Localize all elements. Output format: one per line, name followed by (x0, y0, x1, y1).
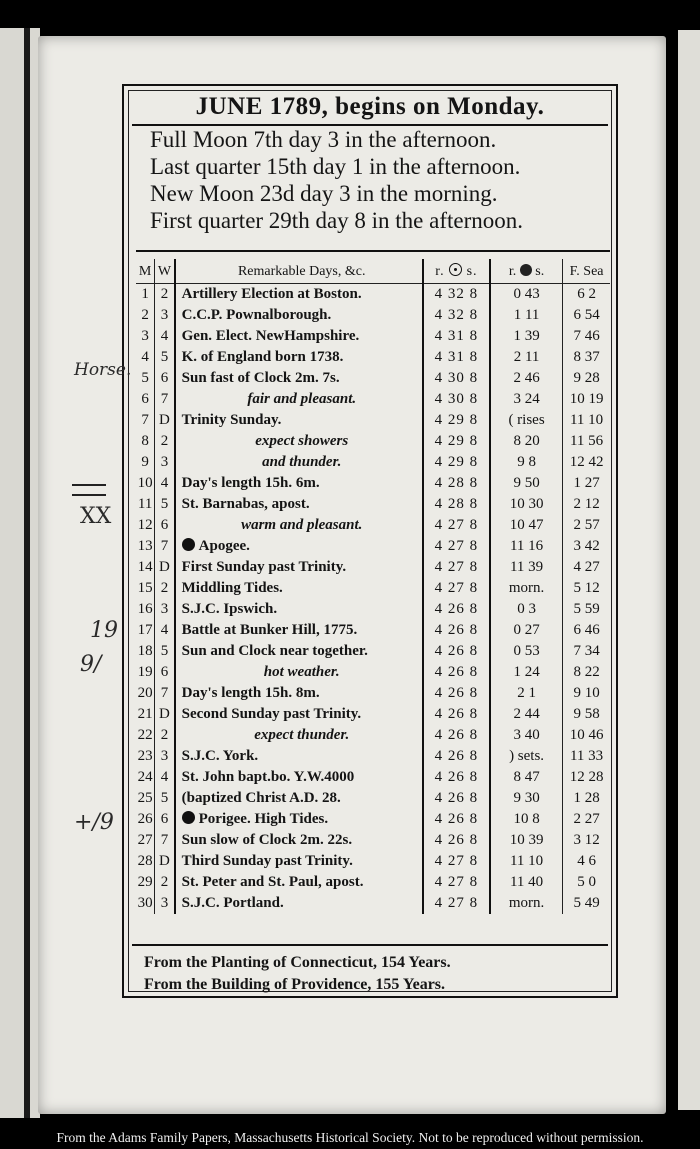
col-header-moon-s: s. (535, 263, 545, 279)
cell-day-of-week: D (155, 851, 175, 872)
cell-day-of-month: 3 (136, 326, 155, 347)
cell-full-sea: 5 49 (573, 895, 600, 911)
cell-day-of-month: 5 (136, 368, 155, 389)
cell-remarkable-day (175, 767, 423, 788)
cell-remarkable-day (175, 284, 423, 306)
cell-day-of-week: 3 (155, 452, 175, 473)
sun-icon (449, 263, 462, 276)
cell-day-of-month: 4 (136, 347, 155, 368)
cell-day-of-week: 3 (155, 305, 175, 326)
cell-day-of-month: 2 (136, 305, 155, 326)
cell-moon-times: 9 8 (490, 452, 563, 473)
cell-sun-times: 4 26 8 (423, 809, 490, 830)
cell-sun-times: 4 32 8 (423, 284, 490, 306)
col-header-moon (490, 259, 563, 284)
cell-day-of-month: 6 (136, 389, 155, 410)
cell-full-sea: 7 34 (573, 643, 600, 659)
table-header-row (136, 259, 610, 284)
cell-sun-times: 4 27 8 (423, 536, 490, 557)
cell-sun-times: 4 31 8 (423, 347, 490, 368)
margin-note-plus19: +/9 (74, 810, 114, 835)
cell-day-of-month: 13 (136, 536, 155, 557)
cell-full-sea: 8 37 (573, 349, 600, 365)
cell-moon-times: 0 3 (490, 599, 563, 620)
table-row (136, 683, 610, 704)
cell-day-of-week: D (155, 704, 175, 725)
cell-remarkable-day (175, 893, 423, 914)
remarkable-day-text: Trinity Sunday. (181, 412, 282, 428)
page-title: JUNE 1789, begins on Monday. (132, 90, 608, 126)
moon-phases (150, 126, 610, 234)
cell-day-of-week: 6 (155, 809, 175, 830)
cell-day-of-week: 6 (155, 515, 175, 536)
cell-moon-times: 2 44 (490, 704, 563, 725)
col-header-w: W (155, 259, 175, 284)
cell-day-of-month: 21 (136, 704, 155, 725)
cell-sun-times: 4 26 8 (423, 620, 490, 641)
table-row (136, 893, 610, 914)
table-row (136, 347, 610, 368)
cell-sun-times: 4 26 8 (423, 746, 490, 767)
remarkable-day-text: Third Sunday past Trinity. (181, 853, 353, 869)
remarkable-day-text: S.J.C. Portland. (181, 895, 284, 911)
cell-sun-times: 4 31 8 (423, 326, 490, 347)
cell-remarkable-day (175, 494, 423, 515)
cell-day-of-month: 30 (136, 893, 155, 914)
margin-note-xx: XX (80, 504, 112, 529)
remarkable-day-text: (baptized Christ A.D. 28. (181, 790, 341, 806)
table-row (136, 515, 610, 536)
cell-day-of-month: 7 (136, 410, 155, 431)
cell-full-sea: 6 46 (573, 622, 600, 638)
table-row (136, 599, 610, 620)
remarkable-day-text: Second Sunday past Trinity. (181, 706, 362, 722)
cell-sun-times: 4 29 8 (423, 410, 490, 431)
cell-day-of-week: 3 (155, 893, 175, 914)
cell-full-sea: 10 46 (569, 727, 604, 743)
cell-moon-times: 11 39 (490, 557, 563, 578)
cell-full-sea: 11 33 (569, 748, 604, 764)
cell-sun-times: 4 26 8 (423, 788, 490, 809)
cell-full-sea: 6 2 (577, 286, 596, 302)
cell-day-of-month: 15 (136, 578, 155, 599)
cell-day-of-week: 7 (155, 536, 175, 557)
remarkable-day-text: C.C.P. Pownalborough. (181, 307, 332, 323)
moon-dot-icon (182, 538, 195, 551)
cell-day-of-week: 4 (155, 620, 175, 641)
cell-remarkable-day (175, 641, 423, 662)
cell-day-of-month: 26 (136, 809, 155, 830)
cell-day-of-week: 2 (155, 431, 175, 452)
table-row (136, 557, 610, 578)
cell-moon-times: 11 16 (490, 536, 563, 557)
cell-day-of-week: 5 (155, 641, 175, 662)
phase-first-quarter: First quarter 29th day 8 in the afternoon. (150, 208, 524, 233)
cell-day-of-month: 25 (136, 788, 155, 809)
remarkable-day-text: Middling Tides. (181, 580, 283, 596)
cell-day-of-week: 2 (155, 872, 175, 893)
cell-remarkable-day (175, 473, 423, 494)
col-header-events (175, 259, 423, 284)
cell-remarkable-day (175, 599, 423, 620)
cell-sun-times: 4 32 8 (423, 305, 490, 326)
cell-remarkable-day (175, 326, 423, 347)
remarkable-day-text: St. Barnabas, apost. (181, 496, 310, 512)
cell-full-sea: 8 22 (573, 664, 600, 680)
table-row (136, 704, 610, 725)
table-row (136, 452, 610, 473)
cell-day-of-month: 9 (136, 452, 155, 473)
table-row (136, 767, 610, 788)
remarkable-day-text: expect thunder. (254, 727, 350, 743)
cell-full-sea: 7 46 (573, 328, 600, 344)
cell-day-of-month: 18 (136, 641, 155, 662)
remarkable-day-text: Battle at Bunker Hill, 1775. (181, 622, 358, 638)
cell-day-of-week: 2 (155, 284, 175, 306)
margin-double-line (72, 484, 106, 496)
cell-day-of-week: 7 (155, 389, 175, 410)
remarkable-day-text: Porigee. High Tides. (198, 811, 329, 827)
cell-remarkable-day (175, 305, 423, 326)
remarkable-day-text: S.J.C. Ipswich. (181, 601, 278, 617)
cell-moon-times: 1 11 (490, 305, 563, 326)
cell-remarkable-day (175, 704, 423, 725)
footer-notes (132, 944, 608, 996)
remarkable-day-text: expect showers (255, 433, 349, 449)
phase-full-moon: Full Moon 7th day 3 in the afternoon. (150, 127, 497, 152)
cell-full-sea: 6 54 (573, 307, 600, 323)
cell-full-sea: 12 42 (569, 454, 604, 470)
cell-sun-times: 4 28 8 (423, 494, 490, 515)
cell-day-of-week: 4 (155, 326, 175, 347)
cell-day-of-month: 16 (136, 599, 155, 620)
cell-moon-times: 2 46 (490, 368, 563, 389)
cell-moon-times: 10 39 (490, 830, 563, 851)
cell-remarkable-day (175, 725, 423, 746)
remarkable-day-text: warm and pleasant. (241, 517, 363, 533)
cell-sun-times: 4 26 8 (423, 767, 490, 788)
remarkable-day-text: Sun fast of Clock 2m. 7s. (181, 370, 340, 386)
cell-moon-times: 10 8 (490, 809, 563, 830)
table-row (136, 809, 610, 830)
cell-sun-times: 4 27 8 (423, 851, 490, 872)
remarkable-day-text: Artillery Election at Boston. (181, 286, 362, 302)
cell-full-sea: 5 0 (577, 874, 596, 890)
table-row (136, 662, 610, 683)
cell-day-of-month: 19 (136, 662, 155, 683)
cell-moon-times: 8 20 (490, 431, 563, 452)
table-row (136, 536, 610, 557)
cell-moon-times: morn. (490, 893, 563, 914)
cell-day-of-month: 12 (136, 515, 155, 536)
cell-full-sea: 4 6 (577, 853, 596, 869)
cell-full-sea: 9 58 (573, 706, 600, 722)
table-row (136, 620, 610, 641)
left-page-edge (0, 28, 40, 1118)
cell-full-sea: 1 27 (573, 475, 600, 491)
cell-remarkable-day (175, 536, 423, 557)
cell-day-of-month: 23 (136, 746, 155, 767)
remarkable-day-text: St. Peter and St. Paul, apost. (181, 874, 364, 890)
cell-full-sea: 2 27 (573, 811, 600, 827)
margin-note-19: 19 (90, 618, 118, 643)
cell-sun-times: 4 30 8 (423, 389, 490, 410)
cell-sun-times: 4 26 8 (423, 662, 490, 683)
table-row (136, 494, 610, 515)
col-header-sun-s: s. (466, 263, 478, 279)
cell-sun-times: 4 28 8 (423, 473, 490, 494)
remarkable-day-text: Gen. Elect. NewHampshire. (181, 328, 360, 344)
cell-day-of-week: 2 (155, 725, 175, 746)
cell-day-of-week: D (155, 410, 175, 431)
table-row (136, 431, 610, 452)
cell-full-sea: 3 42 (573, 538, 600, 554)
cell-moon-times: ) sets. (490, 746, 563, 767)
table-row (136, 872, 610, 893)
margin-note-horse: Horse. (74, 360, 132, 380)
cell-moon-times: 8 47 (490, 767, 563, 788)
cell-remarkable-day (175, 872, 423, 893)
cell-moon-times: 11 40 (490, 872, 563, 893)
cell-sun-times: 4 30 8 (423, 368, 490, 389)
cell-full-sea: 2 12 (573, 496, 600, 512)
cell-moon-times: 11 10 (490, 851, 563, 872)
cell-day-of-week: 7 (155, 830, 175, 851)
phase-divider (136, 250, 610, 252)
copyright-caption: From the Adams Family Papers, Massachusetts Historical Society. Not to be reproduced without permission. (56, 1130, 644, 1145)
cell-moon-times: 3 40 (490, 725, 563, 746)
remarkable-day-text: St. John bapt.bo. Y.W.4000 (181, 769, 355, 785)
cell-full-sea: 12 28 (569, 769, 604, 785)
cell-day-of-week: 5 (155, 347, 175, 368)
footer-line-providence: From the Building of Providence, 155 Years. (144, 976, 446, 993)
calendar-table (136, 259, 610, 914)
col-header-m: M (136, 259, 155, 284)
cell-moon-times: 2 11 (490, 347, 563, 368)
cell-full-sea: 5 12 (573, 580, 600, 596)
table-row (136, 368, 610, 389)
cell-day-of-week: 3 (155, 746, 175, 767)
cell-day-of-month: 24 (136, 767, 155, 788)
cell-remarkable-day (175, 809, 423, 830)
cell-full-sea: 11 10 (569, 412, 604, 428)
remarkable-day-text: Sun slow of Clock 2m. 22s. (181, 832, 353, 848)
cell-full-sea: 2 57 (573, 517, 600, 533)
cell-remarkable-day (175, 410, 423, 431)
cell-sun-times: 4 26 8 (423, 725, 490, 746)
footer-line-connecticut: From the Planting of Connecticut, 154 Years. (144, 954, 451, 971)
cell-remarkable-day (175, 851, 423, 872)
cell-remarkable-day (175, 557, 423, 578)
cell-moon-times: 10 30 (490, 494, 563, 515)
cell-moon-times: 1 39 (490, 326, 563, 347)
remarkable-day-text: K. of England born 1738. (181, 349, 344, 365)
margin-note-91: 9/ (80, 652, 102, 677)
cell-moon-times: 10 47 (490, 515, 563, 536)
cell-full-sea: 1 28 (573, 790, 600, 806)
table-row (136, 473, 610, 494)
table-row (136, 326, 610, 347)
cell-full-sea: 3 12 (573, 832, 600, 848)
cell-remarkable-day (175, 515, 423, 536)
cell-day-of-week: 6 (155, 368, 175, 389)
col-header-sun-r: r. (435, 263, 445, 279)
cell-day-of-month: 22 (136, 725, 155, 746)
right-page-edge (678, 30, 700, 1110)
cell-moon-times: 0 53 (490, 641, 563, 662)
cell-day-of-month: 10 (136, 473, 155, 494)
cell-day-of-week: 4 (155, 473, 175, 494)
col-header-sun (423, 259, 490, 284)
moon-icon (520, 264, 532, 276)
col-header-moon-r: r. (508, 263, 517, 279)
cell-day-of-month: 11 (136, 494, 155, 515)
cell-remarkable-day (175, 368, 423, 389)
cell-sun-times: 4 26 8 (423, 599, 490, 620)
cell-day-of-week: D (155, 557, 175, 578)
cell-day-of-month: 20 (136, 683, 155, 704)
cell-moon-times: morn. (490, 578, 563, 599)
cell-day-of-week: 6 (155, 662, 175, 683)
cell-remarkable-day (175, 746, 423, 767)
phase-new-moon: New Moon 23d day 3 in the morning. (150, 181, 498, 206)
cell-full-sea: 10 19 (569, 391, 604, 407)
remarkable-day-text: Sun and Clock near together. (181, 643, 368, 659)
cell-sun-times: 4 27 8 (423, 893, 490, 914)
cell-moon-times: 0 43 (490, 284, 563, 306)
table-row (136, 641, 610, 662)
remarkable-day-text: Day's length 15h. 8m. (181, 685, 320, 701)
phase-last-quarter: Last quarter 15th day 1 in the afternoon. (150, 154, 521, 179)
table-row (136, 410, 610, 431)
cell-moon-times: 2 1 (490, 683, 563, 704)
cell-full-sea: 11 56 (569, 433, 604, 449)
cell-remarkable-day (175, 620, 423, 641)
cell-remarkable-day (175, 578, 423, 599)
cell-moon-times: 3 24 (490, 389, 563, 410)
remarkable-day-text: First Sunday past Trinity. (181, 559, 347, 575)
cell-day-of-month: 8 (136, 431, 155, 452)
table-row (136, 788, 610, 809)
cell-day-of-week: 4 (155, 767, 175, 788)
table-row (136, 746, 610, 767)
cell-sun-times: 4 26 8 (423, 830, 490, 851)
cell-sun-times: 4 27 8 (423, 872, 490, 893)
cell-moon-times: 9 30 (490, 788, 563, 809)
cell-day-of-week: 2 (155, 578, 175, 599)
cell-day-of-week: 5 (155, 494, 175, 515)
cell-remarkable-day (175, 662, 423, 683)
col-header-events-label: Remarkable Days, &c. (237, 263, 366, 279)
cell-sun-times: 4 29 8 (423, 452, 490, 473)
cell-day-of-month: 17 (136, 620, 155, 641)
cell-full-sea: 4 27 (573, 559, 600, 575)
cell-moon-times: 1 24 (490, 662, 563, 683)
cell-sun-times: 4 27 8 (423, 515, 490, 536)
remarkable-day-text: hot weather. (263, 664, 340, 680)
table-row (136, 830, 610, 851)
remarkable-day-text: fair and pleasant. (247, 391, 357, 407)
cell-sun-times: 4 26 8 (423, 641, 490, 662)
remarkable-day-text: Day's length 15h. 6m. (181, 475, 320, 491)
cell-remarkable-day (175, 788, 423, 809)
cell-remarkable-day (175, 431, 423, 452)
cell-full-sea: 5 59 (573, 601, 600, 617)
cell-remarkable-day (175, 452, 423, 473)
cell-day-of-month: 29 (136, 872, 155, 893)
cell-moon-times: 9 50 (490, 473, 563, 494)
cell-day-of-week: 7 (155, 683, 175, 704)
cell-full-sea: 9 28 (573, 370, 600, 386)
cell-sun-times: 4 27 8 (423, 578, 490, 599)
cell-full-sea: 9 10 (573, 685, 600, 701)
cell-sun-times: 4 26 8 (423, 704, 490, 725)
cell-day-of-week: 3 (155, 599, 175, 620)
remarkable-day-text: and thunder. (262, 454, 342, 470)
cell-sun-times: 4 26 8 (423, 683, 490, 704)
cell-day-of-week: 5 (155, 788, 175, 809)
remarkable-day-text: Apogee. (198, 538, 250, 554)
remarkable-day-text: S.J.C. York. (181, 748, 259, 764)
cell-day-of-month: 14 (136, 557, 155, 578)
cell-sun-times: 4 29 8 (423, 431, 490, 452)
cell-day-of-month: 27 (136, 830, 155, 851)
cell-moon-times: 0 27 (490, 620, 563, 641)
cell-remarkable-day (175, 830, 423, 851)
cell-remarkable-day (175, 683, 423, 704)
cell-sun-times: 4 27 8 (423, 557, 490, 578)
table-row (136, 284, 610, 306)
cell-moon-times: ( rises (490, 410, 563, 431)
table-row (136, 725, 610, 746)
col-header-sea: F. Sea (563, 259, 610, 284)
moon-dot-icon (182, 811, 195, 824)
table-row (136, 305, 610, 326)
table-row (136, 851, 610, 872)
cell-day-of-month: 1 (136, 284, 155, 306)
cell-remarkable-day (175, 389, 423, 410)
cell-day-of-month: 28 (136, 851, 155, 872)
table-row (136, 389, 610, 410)
cell-remarkable-day (175, 347, 423, 368)
table-row (136, 578, 610, 599)
